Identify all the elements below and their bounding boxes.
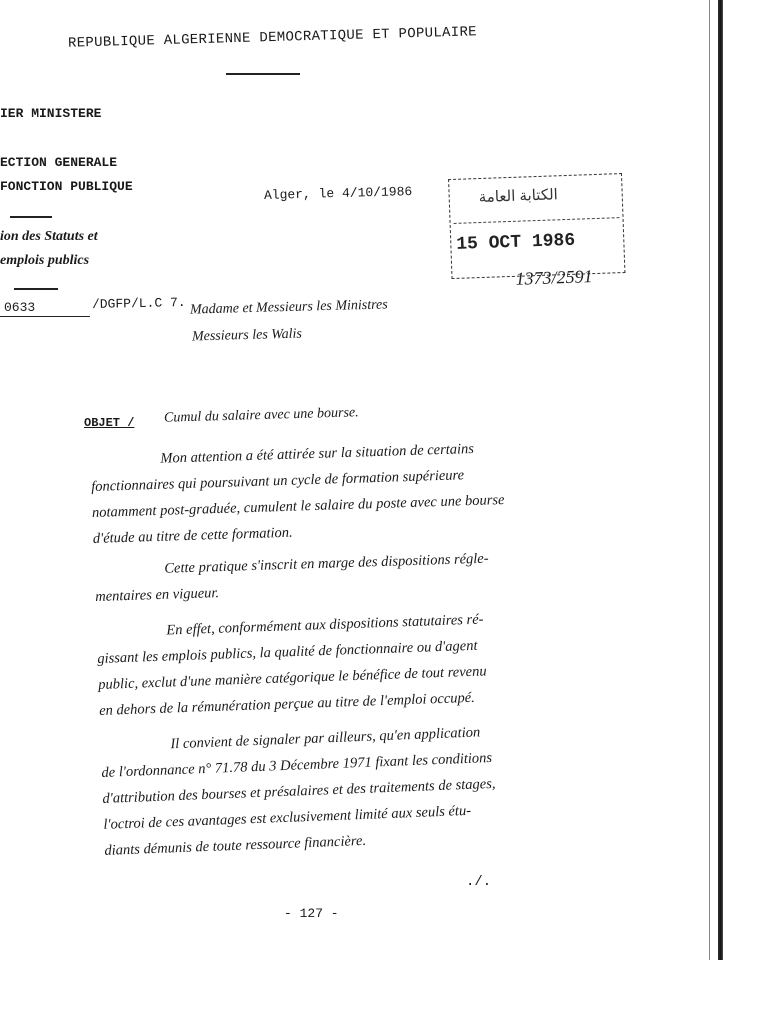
reference-underline (0, 316, 90, 317)
reference-number: 0633 (4, 300, 36, 315)
subject-label: OBJET / (84, 416, 135, 430)
body-paragraph-1 (90, 435, 506, 552)
body-line: En effet, conformément aux dispositions statutaires ré- (166, 611, 484, 639)
division-rule (14, 288, 58, 290)
body-line: public, exclut d'une manière catégorique le bénéfice de tout revenu (97, 663, 487, 693)
body-paragraph-4 (100, 719, 498, 864)
page-binding-edge (718, 0, 723, 960)
heading-rule (226, 73, 300, 75)
body-line: mentaires en vigueur. (94, 585, 220, 605)
addressee-line-2: Messieurs les Walis (191, 326, 303, 345)
body-line: Il convient de signaler par ailleurs, qu'en application (170, 724, 481, 753)
body-line: notamment post-graduée, cumulent le salaire du poste avec une bourse (91, 492, 505, 521)
body-line: de l'ordonnance n° 71.78 du 3 Décembre 1971 fixant les conditions (101, 749, 493, 781)
body-line: en dehors de la rémunération perçue au titre de l'emploi occupé. (98, 689, 476, 719)
division-line-1: ion des Statuts et (0, 229, 98, 244)
page-number: - 127 - (284, 906, 339, 921)
body-line: Mon attention a été attirée sur la situation de certains (160, 440, 475, 467)
body-line: fonctionnaires qui poursuivant un cycle de formation supérieure (90, 467, 465, 495)
country-heading: REPUBLIQUE ALGERIENNE DEMOCRATIQUE ET POPULAIRE (67, 24, 478, 52)
ministry-name: IER MINISTERE (0, 106, 102, 121)
direction-rule (10, 216, 52, 218)
place-and-date: Alger, le 4/10/1986 (263, 184, 413, 203)
stamp-date: 15 OCT 1986 (456, 230, 576, 255)
division-line-2: emplois publics (0, 253, 90, 268)
body-paragraph-3 (96, 606, 488, 723)
continuation-mark: ./. (466, 874, 492, 890)
addressee-line-1: Madame et Messieurs les Ministres (189, 297, 388, 318)
stamp-arabic-text: الكتابة العامة (478, 186, 559, 207)
body-line: diants démunis de toute ressource financière. (104, 832, 367, 859)
direction-line-1: ECTION GENERALE (0, 155, 118, 170)
body-line: l'octroi de ces avantages est exclusivement limité aux seuls étu- (103, 802, 472, 833)
page-fold-line (709, 0, 710, 960)
body-line: d'étude au titre de cette formation. (92, 524, 293, 547)
reference-code: /DGFP/L.C 7. (91, 295, 186, 312)
body-line: gissant les emplois publics, la qualité de fonctionnaire ou d'agent (97, 637, 478, 667)
scan-bottom-margin (0, 960, 768, 1024)
body-line: d'attribution des bourses et présalaires et des traitements de stages, (102, 775, 496, 807)
direction-line-2: FONCTION PUBLIQUE (0, 179, 133, 194)
reception-stamp (448, 169, 628, 297)
body-line: Cette pratique s'inscrit en marge des dispositions régle- (164, 550, 489, 577)
body-paragraph-2 (94, 546, 490, 610)
subject-text: Cumul du salaire avec une bourse. (163, 405, 359, 426)
stamp-registration-number: 1373/2591 (515, 266, 593, 289)
